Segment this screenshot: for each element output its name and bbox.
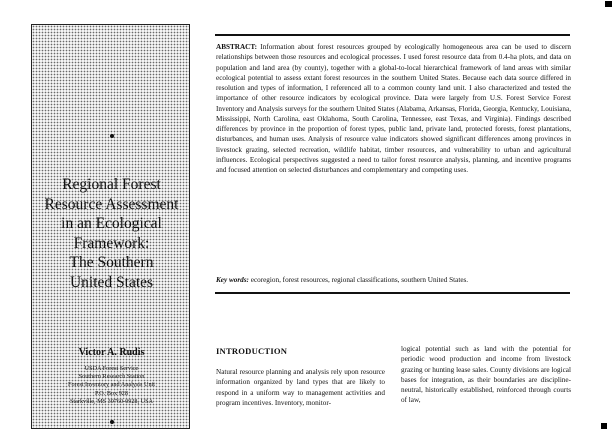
abstract-label: ABSTRACT: — [216, 43, 258, 51]
author-affiliation — [32, 365, 191, 406]
author-name: Victor A. Rudis — [78, 347, 145, 358]
introduction-heading: INTRODUCTION — [216, 346, 288, 356]
abstract-text: Information about forest resources grouped by ecologically homogeneous area can be used to discern relationships between those resources and ecological processes. I used forest resource data from 0.4-ha plots, and data on population and land area (by county), together with a global-to-local hierarchical framework of land areas with similar ecological potential to assess extant forest resources in the southern United States. Because each data source differed in resolution and types of information, I referenced all to a common county land unit. I also characterized and tested the importance of other resource indicators by ecological province. Data were largely from U.S. Forest Service Forest Inventory and Analysis surveys for the southern United States (Alabama, Arkansas, Florida, Georgia, Kentucky, Louisiana, Mississippi, North Carolina, east Oklahoma, South Carolina, Tennessee, east Texas, and Virginia). Findings described differences by province in the proportion of forest types, public land, private land, protected forests, forest plantations, disturbances, and human uses. Analysis of resource value indicators showed significant differences among provinces in livestock grazing, selected recreation, wildlife habitat, timber resources, and vulnerability to urban and agricultural influences. Ecological perspectives suggested a need to tailor forest resource analysis, planning, and incentive programs and focused attention on selected disturbances and complementary and competing uses. — [216, 43, 571, 174]
title-line: The Southern — [69, 254, 154, 271]
abstract-paragraph — [216, 42, 571, 175]
affiliation-line: USDA Forest Service — [84, 365, 139, 372]
affiliation-line: Southern Research Station — [78, 373, 145, 381]
title-panel — [31, 24, 190, 429]
introduction-left-column: Natural resource planning and analysis rely upon resource information organized by land types that are likely to respond in a uniform way to management activities and program incentives. Inventory, monitor- — [216, 368, 385, 407]
introduction-right-column: logical potential such as land with the potential for periodic wood production and income from livestock grazing or hunting lease sales. County divisions are logical bases for integration, as their boundaries are discipline-neutral, historically established, reinforced through courts of law, — [401, 345, 571, 405]
affiliation-line: P.O. Box 928 — [94, 389, 128, 397]
title-line: Framework: — [73, 234, 150, 252]
title-line: Resource Assessment — [44, 195, 179, 213]
keywords-paragraph — [216, 275, 571, 285]
keywords-label: Key words: — [216, 276, 249, 284]
report-title — [32, 175, 191, 292]
scan-bottom-mark — [601, 423, 607, 429]
affiliation-line: Starkville, MS 39760-0928, USA — [69, 397, 154, 405]
title-line: Regional Forest — [62, 176, 161, 193]
scan-corner-mark — [605, 1, 612, 7]
scan-top-edge — [0, 0, 614, 10]
keywords-text: ecoregion, forest resources, regional classifications, southern United States. — [248, 276, 469, 284]
abstract-top-rule — [215, 34, 570, 36]
affiliation-line: Forest Inventory and Analysis Unit — [68, 381, 155, 389]
bullet-bottom-icon — [110, 420, 114, 424]
title-line: United States — [69, 273, 154, 291]
abstract-bottom-rule — [215, 292, 570, 294]
bullet-top-icon — [110, 134, 114, 138]
title-line: in an Ecological — [61, 215, 162, 232]
